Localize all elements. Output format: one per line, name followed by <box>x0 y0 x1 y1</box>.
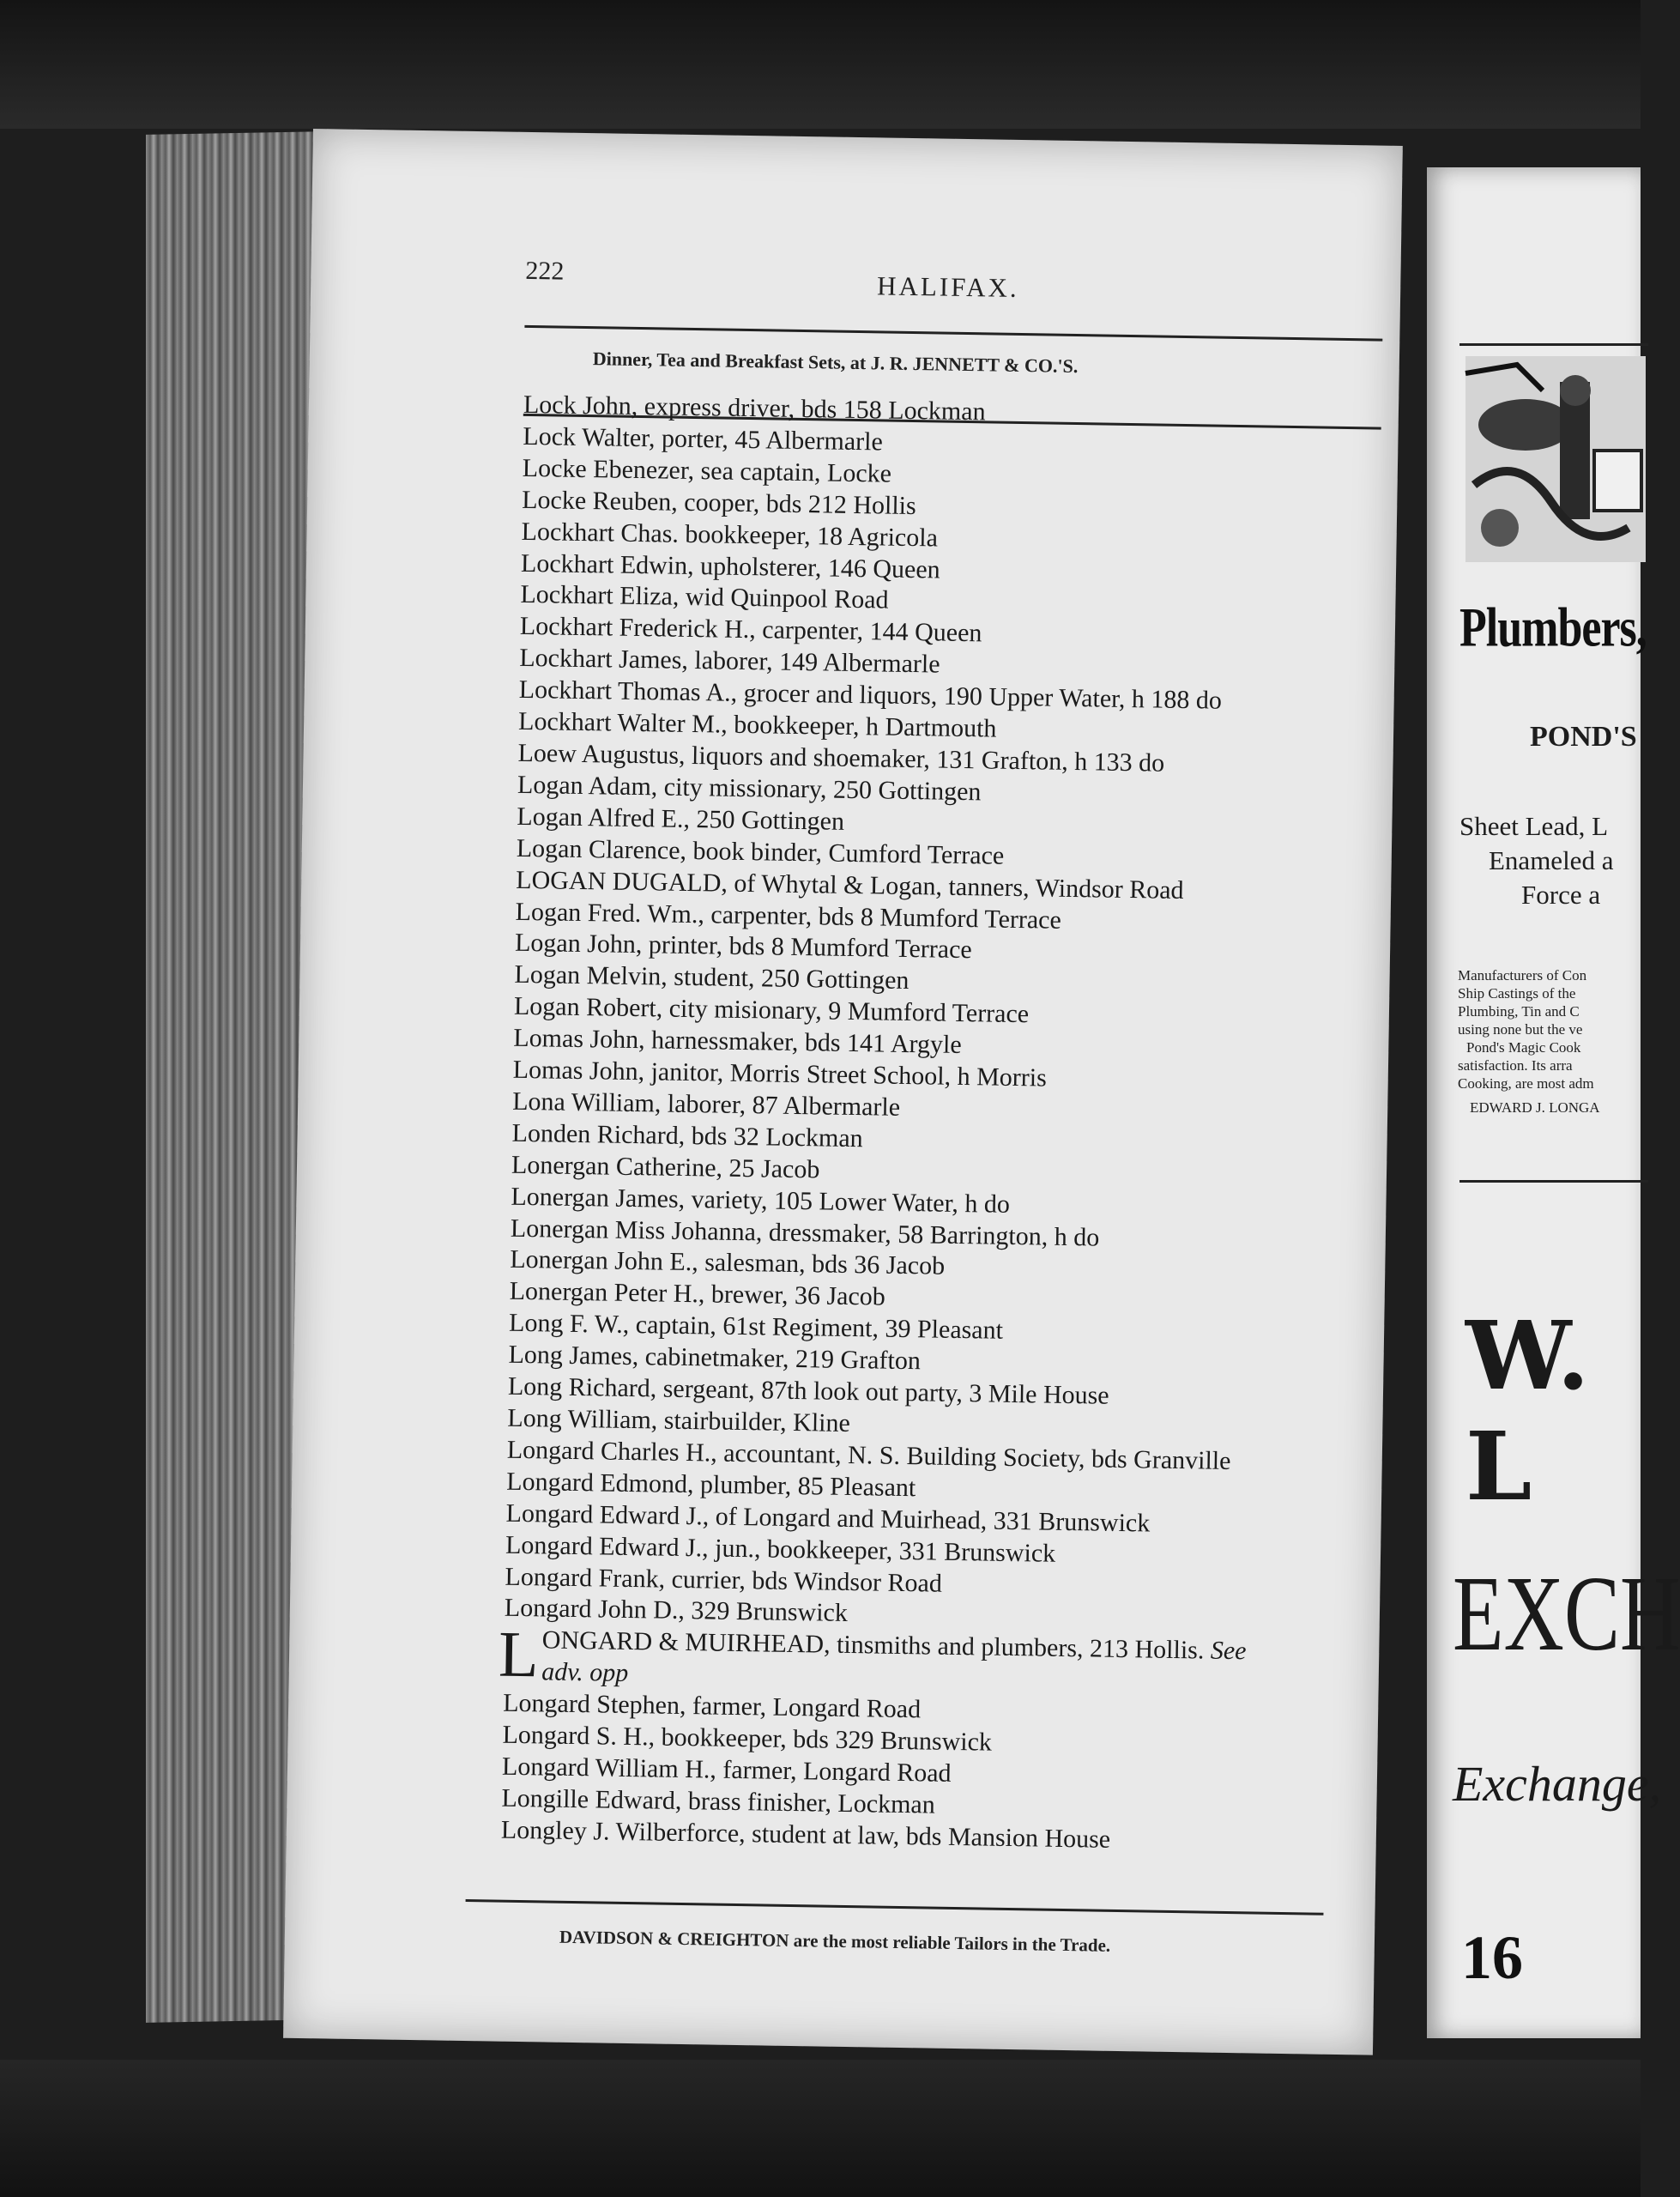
directory-entry: Logan Clarence, book binder, Cumford Terrace <box>516 833 1005 870</box>
plumbers-headline: Plumbers, <box>1459 597 1647 659</box>
ad-line: Force a <box>1521 880 1601 910</box>
directory-entry: Longard Frank, currier, bds Windsor Road <box>505 1562 943 1598</box>
wl-advert-heading: W. L <box>1465 1300 1590 1522</box>
directory-entry: Long F. W., captain, 61st Regiment, 39 Pleasant <box>508 1309 1004 1346</box>
directory-entry: Logan Adam, city missionary, 250 Gottingen <box>517 770 982 807</box>
directory-entry: Lomas John, harnessmaker, bds 141 Argyle <box>513 1023 962 1060</box>
ad-small-line: Cooking, are most adm <box>1458 1075 1594 1092</box>
ad-small-line: satisfaction. Its arra <box>1458 1057 1573 1074</box>
directory-entry: Longard Edmond, plumber, 85 Pleasant <box>506 1467 916 1503</box>
exchange-heading: EXCH <box>1453 1555 1680 1673</box>
page-number: 222 <box>525 256 565 286</box>
directory-entry: Longille Edward, brass finisher, Lockman <box>501 1783 936 1819</box>
directory-entry: Longard S. H., bookkeeper, bds 329 Brunswick <box>502 1720 993 1757</box>
right-page-advertisement <box>1427 167 1680 2038</box>
directory-entry: LOGAN DUGALD, of Whytal & Logan, tanners, Windsor Road <box>516 865 1184 905</box>
directory-entry: Lock Walter, porter, 45 Albermarle <box>523 421 884 457</box>
directory-entry: Locke Ebenezer, sea captain, Locke <box>522 453 892 488</box>
directory-entry: Lockhart James, laborer, 149 Albermarle <box>519 644 940 679</box>
ad-small-line: EDWARD J. LONGA <box>1470 1099 1600 1116</box>
directory-entry: Logan Alfred E., 250 Gottingen <box>517 802 845 836</box>
directory-entry: Logan Fred. Wm., carpenter, bds 8 Mumford Terrace <box>515 897 1062 935</box>
ad-small-line: Plumbing, Tin and C <box>1458 1003 1580 1020</box>
directory-entry: Lockhart Chas. bookkeeper, 18 Agricola <box>521 517 939 553</box>
directory-listing <box>498 390 1382 1860</box>
directory-entry: Longard Charles H., accountant, N. S. Building Society, bds Granville <box>506 1435 1231 1475</box>
directory-entry: Lonergan Miss Johanna, dressmaker, 58 Barrington, h do <box>510 1213 1100 1252</box>
microfilm-top-border <box>0 0 1641 129</box>
ad-line: Sheet Lead, L <box>1459 811 1609 841</box>
plumbing-tools-illustration <box>1465 356 1646 562</box>
directory-entry: Logan John, printer, bds 8 Mumford Terrace <box>514 929 973 965</box>
ponds-heading: POND'S <box>1530 721 1637 753</box>
see-reference: See <box>1210 1636 1247 1666</box>
directory-entry: Lock John, express driver, bds 158 Lockman <box>523 390 986 427</box>
directory-entry: Longard Edward J., of Longard and Muirhead, 331 Brunswick <box>505 1498 1151 1538</box>
ad-small-line: Ship Castings of the <box>1458 985 1576 1002</box>
directory-entry: Lonergan Peter H., brewer, 36 Jacob <box>509 1277 886 1312</box>
directory-entry: Longley J. Wilberforce, student at law, bds Mansion House <box>500 1815 1111 1854</box>
footer-rule <box>466 1899 1324 1916</box>
directory-entry: Lonergan Catherine, 25 Jacob <box>511 1150 820 1184</box>
directory-entry: Loew Augustus, liquors and shoemaker, 131 Grafton, h 133 do <box>517 738 1165 778</box>
drop-cap: L <box>498 1618 540 1692</box>
directory-entry: Lockhart Edwin, upholsterer, 146 Queen <box>520 548 940 584</box>
directory-entry: Lona William, laborer, 87 Albermarle <box>511 1086 901 1122</box>
header-advertisement: Dinner, Tea and Breakfast Sets, at J. R. JENNETT & CO.'S. <box>592 348 1079 378</box>
directory-entry: Long William, stairbuilder, Kline <box>507 1403 851 1438</box>
ad-small-line: using none but the ve <box>1458 1021 1583 1038</box>
header-rule-top <box>524 325 1382 342</box>
directory-entry: Lockhart Eliza, wid Quinpool Road <box>520 580 889 615</box>
directory-entry: Long Richard, sergeant, 87th look out party, 3 Mile House <box>507 1371 1109 1410</box>
microfilm-bottom-border <box>0 2060 1641 2197</box>
ad-small-line: Pond's Magic Cook <box>1466 1039 1581 1056</box>
directory-entry: Lonergan John E., salesman, bds 36 Jacob <box>510 1245 946 1281</box>
directory-entry: Longard Stephen, farmer, Longard Road <box>502 1688 922 1724</box>
directory-entry: Logan Melvin, student, 250 Gottingen <box>514 960 909 996</box>
directory-entry: Longard Edward J., jun., bookkeeper, 331 Brunswick <box>505 1530 1056 1568</box>
footer-advertisement: DAVIDSON & CREIGHTON are the most reliable Tailors in the Trade. <box>559 1926 1111 1956</box>
ad-line: Enameled a <box>1489 845 1614 875</box>
adv-reference: adv. opp <box>541 1657 629 1688</box>
ad-small-line: Manufacturers of Con <box>1458 967 1587 984</box>
right-page-rule <box>1459 1180 1648 1183</box>
directory-entry: Locke Reuben, cooper, bds 212 Hollis <box>521 485 916 520</box>
directory-entry: Lockhart Thomas A., grocer and liquors, 190 Upper Water, h 188 do <box>518 675 1223 715</box>
exchange-italic: Exchange, <box>1453 1756 1662 1812</box>
directory-entry: Longard William H., farmer, Longard Road <box>501 1752 952 1788</box>
directory-entry: Longard John D., 329 Brunswick <box>504 1594 849 1628</box>
directory-entry: Londen Richard, bds 32 Lockman <box>511 1118 863 1153</box>
directory-entry: Lockhart Frederick H., carpenter, 144 Queen <box>519 612 982 648</box>
directory-entry: Long James, cabinetmaker, 219 Grafton <box>508 1340 922 1376</box>
directory-entry: Logan Robert, city misionary, 9 Mumford Terrace <box>513 992 1030 1029</box>
running-head: HALIFAX. <box>876 270 1019 303</box>
directory-entry: Lockhart Walter M., bookkeeper, h Dartmouth <box>517 706 997 743</box>
left-page <box>283 129 1403 2055</box>
right-page-rule <box>1459 343 1648 346</box>
street-number: 16 <box>1461 1923 1523 1992</box>
featured-entry-text: ONGARD & MUIRHEAD, tinsmiths and plumbers, 213 Hollis. <box>541 1625 1205 1665</box>
directory-entry: Lonergan James, variety, 105 Lower Water, h do <box>511 1182 1011 1219</box>
directory-entry: Lomas John, janitor, Morris Street School, h Morris <box>512 1055 1048 1092</box>
